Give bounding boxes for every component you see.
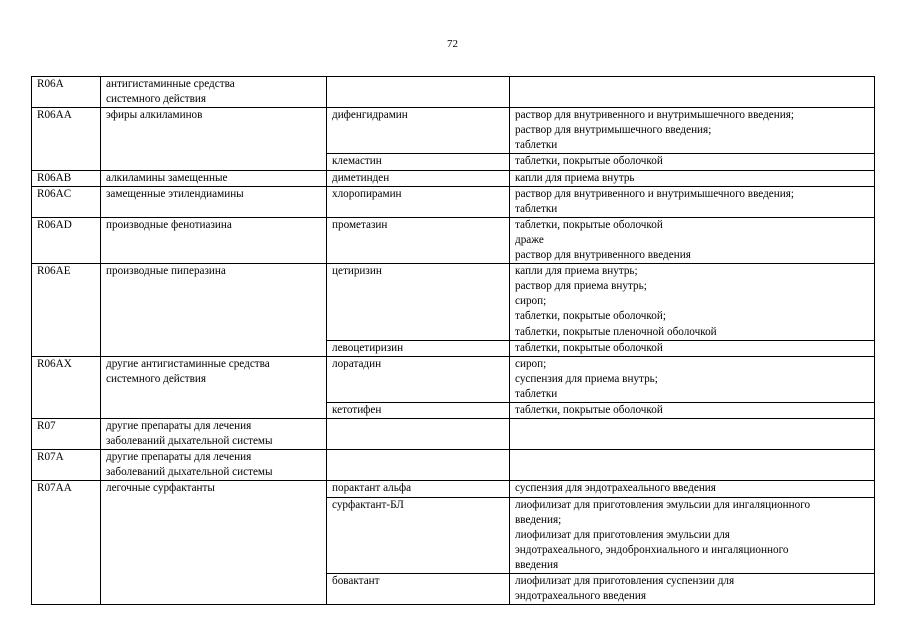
dosage-form-line: сироп; xyxy=(515,295,547,308)
atc-group-line: другие препараты для лечения xyxy=(106,451,252,464)
dosage-form-line: лиофилизат для приготовления эмульсии для ингаляционного xyxy=(515,498,811,511)
atc-code-cell xyxy=(32,450,101,481)
atc-group-line: производные фенотиазина xyxy=(106,218,232,231)
dosage-form-line: таблетки xyxy=(515,139,558,152)
table-row xyxy=(32,186,875,217)
atc-code-cell xyxy=(32,186,101,217)
drug-name: хлоропирамин xyxy=(332,187,402,200)
atc-code-cell xyxy=(32,77,101,108)
dosage-form-line: таблетки xyxy=(515,202,558,215)
atc-group-line: алкиламины замещенные xyxy=(106,171,228,184)
atc-code: R07 xyxy=(37,420,56,433)
dosage-form-line: капли для приема внутрь xyxy=(515,171,635,184)
drug-name-cell xyxy=(327,497,510,573)
atc-group-line: заболеваний дыхательной системы xyxy=(106,435,273,448)
atc-group-line: эфиры алкиламинов xyxy=(106,109,203,122)
atc-group-cell xyxy=(101,264,327,357)
table-body xyxy=(32,77,875,605)
dosage-form-cell xyxy=(510,217,875,263)
dosage-form-cell xyxy=(510,450,875,481)
dosage-form-cell xyxy=(510,497,875,573)
atc-code: R06AE xyxy=(37,265,71,278)
dosage-form-cell xyxy=(510,419,875,450)
drug-name: дифенгидрамин xyxy=(332,109,408,122)
drug-name-cell xyxy=(327,77,510,108)
dosage-form-line: эндотрахеального введения xyxy=(515,590,647,603)
dosage-form-cell xyxy=(510,108,875,154)
atc-code: R06AX xyxy=(37,357,72,370)
drug-name: лоратадин xyxy=(332,357,382,370)
atc-group-cell xyxy=(101,170,327,186)
dosage-form-cell xyxy=(510,264,875,340)
dosage-form-line: раствор для внутримышечного введения; xyxy=(515,124,712,137)
dosage-form-line: раствор для внутривенного введения xyxy=(515,249,691,262)
drug-name-cell xyxy=(327,402,510,418)
dosage-form-cell xyxy=(510,170,875,186)
dosage-form-line: сироп; xyxy=(515,357,547,370)
atc-group-cell xyxy=(101,217,327,263)
atc-code-cell xyxy=(32,108,101,170)
atc-group-line: другие антигистаминные средства xyxy=(106,357,270,370)
atc-code-cell xyxy=(32,170,101,186)
drug-name: сурфактант-БЛ xyxy=(332,498,404,511)
drug-name: порактант альфа xyxy=(332,482,412,495)
dosage-form-line: суспензия для эндотрахеального введения xyxy=(515,482,716,495)
drug-name: клемастин xyxy=(332,155,382,168)
atc-code-cell xyxy=(32,419,101,450)
atc-group-cell xyxy=(101,450,327,481)
dosage-form-cell xyxy=(510,186,875,217)
dosage-form-line: таблетки, покрытые оболочкой; xyxy=(515,310,666,323)
dosage-form-line: таблетки, покрытые оболочкой xyxy=(515,155,663,168)
table-row xyxy=(32,356,875,402)
dosage-form-line: таблетки xyxy=(515,387,558,400)
drug-name-cell xyxy=(327,186,510,217)
drug-name-cell xyxy=(327,154,510,170)
dosage-form-line: таблетки, покрытые оболочкой xyxy=(515,403,663,416)
atc-group-line: производные пиперазина xyxy=(106,265,226,278)
table-row xyxy=(32,217,875,263)
atc-code-cell xyxy=(32,356,101,418)
drug-name: цетиризин xyxy=(332,265,382,278)
drug-name-cell xyxy=(327,264,510,340)
atc-group-cell xyxy=(101,77,327,108)
atc-code-cell xyxy=(32,481,101,605)
atc-code-cell xyxy=(32,217,101,263)
dosage-form-line: лиофилизат для приготовления эмульсии для xyxy=(515,528,730,541)
table-row xyxy=(32,77,875,108)
dosage-form-line: раствор для приема внутрь; xyxy=(515,280,647,293)
table-row xyxy=(32,170,875,186)
drug-name: кетотифен xyxy=(332,403,382,416)
drug-name-cell xyxy=(327,340,510,356)
dosage-form-cell xyxy=(510,77,875,108)
drug-name-cell xyxy=(327,108,510,154)
dosage-form-line: введения xyxy=(515,558,559,571)
atc-code: R06AD xyxy=(37,218,72,231)
atc-code: R06A xyxy=(37,78,64,90)
atc-group-line: антигистаминные средства xyxy=(106,78,235,90)
drug-name-cell xyxy=(327,170,510,186)
dosage-form-line: таблетки, покрытые пленочной оболочкой xyxy=(515,325,717,338)
atc-group-cell xyxy=(101,356,327,418)
dosage-form-line: драже xyxy=(515,233,544,246)
atc-group-cell xyxy=(101,108,327,170)
atc-group-line: системного действия xyxy=(106,372,207,385)
atc-code: R06AB xyxy=(37,171,72,184)
dosage-form-line: таблетки, покрытые оболочкой xyxy=(515,341,663,354)
drug-name-cell xyxy=(327,217,510,263)
atc-code: R06AC xyxy=(37,187,72,200)
drug-name-cell xyxy=(327,419,510,450)
atc-code: R06AA xyxy=(37,109,72,122)
atc-group-line: замещенные этилендиамины xyxy=(106,187,244,200)
atc-group-cell xyxy=(101,186,327,217)
drug-name: бовактант xyxy=(332,575,380,587)
table-row xyxy=(32,481,875,497)
atc-code: R07A xyxy=(37,451,64,464)
dosage-form-line: таблетки, покрытые оболочкой xyxy=(515,218,663,231)
atc-code: R07AA xyxy=(37,482,72,495)
dosage-form-cell xyxy=(510,356,875,402)
dosage-form-line: лиофилизат для приготовления суспензии для xyxy=(515,575,735,587)
page-number: 72 xyxy=(447,38,458,50)
dosage-form-line: капли для приема внутрь; xyxy=(515,265,638,278)
atc-code-cell xyxy=(32,264,101,357)
drug-name-cell xyxy=(327,356,510,402)
atc-group-cell xyxy=(101,419,327,450)
drug-name: левоцетиризин xyxy=(332,341,404,354)
drug-name: прометазин xyxy=(332,218,388,231)
dosage-form-cell xyxy=(510,154,875,170)
atc-group-line: легочные сурфактанты xyxy=(106,482,215,495)
atc-group-line: системного действия xyxy=(106,93,207,106)
dosage-form-cell xyxy=(510,340,875,356)
dosage-form-line: раствор для внутривенного и внутримышечного введения; xyxy=(515,187,795,200)
table-row xyxy=(32,264,875,340)
drug-name-cell xyxy=(327,574,510,605)
drug-name-cell xyxy=(327,450,510,481)
dosage-form-line: раствор для внутривенного и внутримышечного введения; xyxy=(515,109,795,122)
dosage-form-cell xyxy=(510,574,875,605)
atc-group-line: заболеваний дыхательной системы xyxy=(106,466,273,479)
table-row xyxy=(32,108,875,154)
atc-group-line: другие препараты для лечения xyxy=(106,420,252,433)
drug-name: диметинден xyxy=(332,171,390,184)
dosage-form-line: введения; xyxy=(515,513,562,526)
dosage-form-line: эндотрахеального, эндобронхиального и ингаляционного xyxy=(515,543,789,556)
drug-name-cell xyxy=(327,481,510,497)
drug-classification-table xyxy=(31,76,875,605)
atc-group-cell xyxy=(101,481,327,605)
dosage-form-cell xyxy=(510,481,875,497)
table-row xyxy=(32,450,875,481)
dosage-form-line: суспензия для приема внутрь; xyxy=(515,372,658,385)
dosage-form-cell xyxy=(510,402,875,418)
table-row xyxy=(32,419,875,450)
